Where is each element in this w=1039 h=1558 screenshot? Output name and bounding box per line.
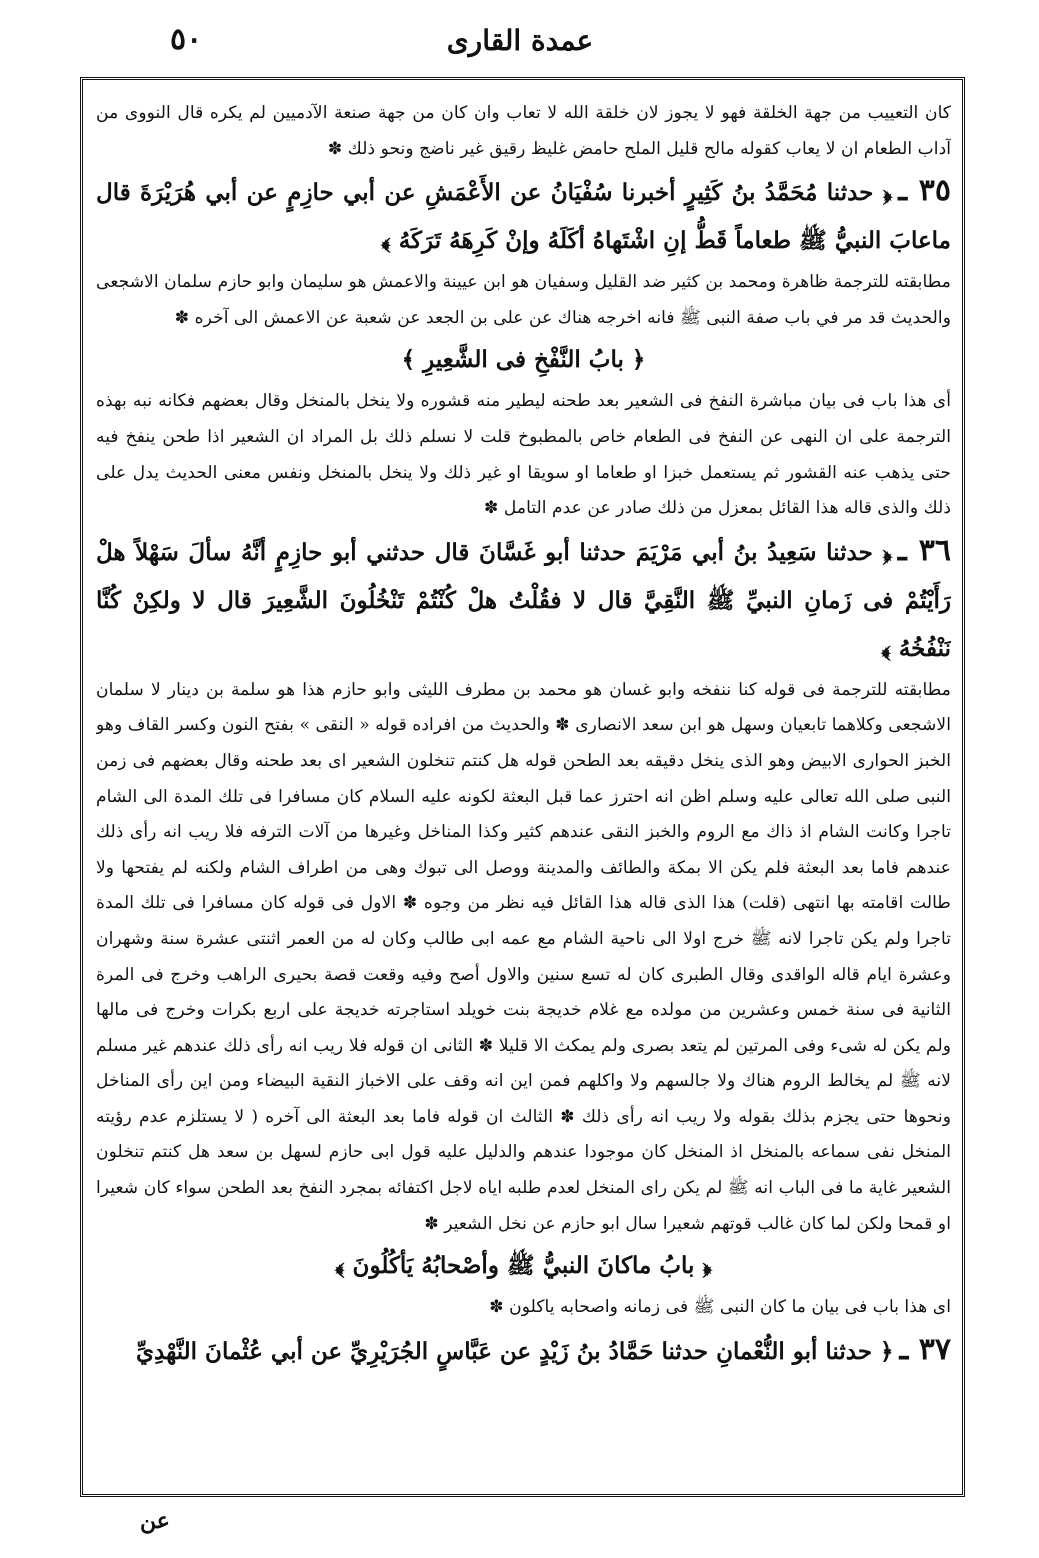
hadith-number: ٣٥ ـ [898, 173, 951, 209]
catchword: عن [140, 1508, 170, 1534]
hadith-35 [96, 167, 951, 265]
hadith-text: ﴿ حدثنا أبو النُّعْمانِ حدثنا حَمَّادُ بنُ زَيْدٍ عن عَبَّاسٍ الجُرَيْرِيِّ عن أبي عُثْمانَ النَّهْدِيِّ [136, 1337, 894, 1365]
hadith-number: ٣٧ ـ [899, 1331, 951, 1367]
commentary-paragraph: اى هذا باب فى بيان ما كان النبى ﷺ فى زمانه واصحابه ياكلون ✽ [489, 1297, 951, 1318]
running-title: عمدة القاری [446, 24, 594, 57]
commentary-paragraph: أى هذا باب فى بيان مباشرة النفخ فى الشعير بعد طحنه ليطير منه قشوره ولا ينخل بالمنخل وقال بعضهم فكانه نبه بهذه الترجمة على ان النهى عن النفخ فى الطعام خاص بالمطبوخ قلت لا نسلم ذلك بل المراد ان الشعير اذا طحن ينفخ فيه حتى يذهب عنه القشور ثم يستعمل خبزا او طعاما او سويقا او غير ذلك ولا ينخل بالمنخل ونفس معنى الحديث يدل على ذلك والذى قاله هذا القائل بمعزل من ذلك صادر عن عدم التامل ✽ [96, 391, 951, 519]
hadith-37 [96, 1326, 951, 1376]
hadith-number: ٣٦ ـ [897, 532, 951, 568]
hadith-text: ﴿ حدثنا مُحَمَّدُ بنُ كَثِيرٍ أخبرنا سُفْيَانُ عن الأَعْمَشِ عن أبي حازِمٍ عن أبي هُرَيْرَةَ قال ماعابَ النبيُّ ﷺ طعاماً قَطُّ إنِ اشْتَهاهُ أكَلَهُ وإنْ كَرِهَهُ تَرَكَهُ ﴾ [96, 179, 951, 255]
hadith-36 [96, 527, 951, 673]
page-body [96, 96, 951, 1486]
chapter-heading-prophet-food: ﴿ بابُ ماكانَ النبيُّ ﷺ وأصْحابُهُ يَأكُلُونَ ﴾ [335, 1252, 712, 1280]
hadith-text: ﴿ حدثنا سَعِيدُ بنُ أبي مَرْيَمَ حدثنا أبو غَسَّانَ قال حدثني أبو حازِمٍ أنَّهُ سألَ سَهْلاً هلْ رَأَيْتُمْ فى زَمانِ النبيِّ ﷺ النَّقِيَّ قال لا فقُلْتُ هلْ كُنْتُمْ تَنْخُلُونَ الشَّعِيرَ قال لا ولكِنْ كُنَّا نَنْفُخُهُ ﴾ [96, 538, 951, 662]
commentary-paragraph: مطابقته للترجمة فى قوله كنا ننفخه وابو غسان هو محمد بن مطرف الليثى وابو حازم هذا هو سلمة بن دينار لا سلمان الاشجعى وكلاهما تابعيان وسهل هو ابن سعد الانصارى ✽ والحديث من افراده قوله « النقى » بفتح النون وكسر القاف وهو الخبز الحوارى الابيض وهو الذى ينخل دقيقه بعد الطحن قوله هل كنتم تنخلون الشعير اى بعد طحنه وقال بعضهم فى زمن النبى صلى الله تعالى عليه وسلم اظن انه احترز عما قبل البعثة لكونه عليه السلام كان مسافرا فى تلك المدة الى الشام تاجرا وكانت الشام اذ ذاك مع الروم والخبز النقى عندهم كثير وكذا المناخل وغيرها من آلات الترفه فلا ريب انه رأى ذلك عندهم فاما بعد البعثة فلم يكن الا بمكة والطائف والمدينة ووصل الى تبوك وهى من اطراف الشام ولكنه لم يفتحها ولا طالت اقامته بها انتهى (قلت) هذا الذى قاله هذا القائل فيه نظر من وجوه ✽ الاول فى قوله كان مسافرا فى تلك المدة تاجرا ولم يكن تاجرا لانه ﷺ خرج اولا الى ناحية الشام مع عمه ابى طالب وكان له من العمر اثنتى عشرة سنة وشهران وعشرة ايام قاله الواقدى وقال الطبرى كان له تسع سنين والاول أصح وفيه وقعت قصة بحيرى الراهب وخرج فى المرة الثانية فى سنة خمس وعشرين من مولده مع غلام خديجة بنت خويلد استاجرته خديجة على اربع بكرات وخرج فى مالها ولم يكن له شىء وفى المرتين لم يتعد بصرى ولم يمكث الا قليلا ✽ الثانى ان قوله فلا ريب انه رأى ذلك عندهم غير مسلم لانه ﷺ لم يخالط الروم هناك ولا جالسهم ولا واكلهم فمن اين انه وقف على الاخباز النقية البيضاء ومن اين رأى المناخل ونحوها حتى يجزم بذلك بقوله ولا ريب انه رأى ذلك ✽ الثالث ان قوله فاما بعد البعثة الى آخره ( لا يستلزم عدم رؤيته المنخل نفى سماعه بالمنخل اذ المنخل كان موجودا عندهم والدليل عليه قول ابى حازم لسهل بن سعد هل كنتم تنخلون الشعير غاية ما فى الباب انه ﷺ لم يكن راى المنخل لعدم طلبه اياه لاجل اكتفائه بمجرد النفخ بعد الطحن سواء كان شعيرا او قمحا ولكن لما كان غالب قوتهم شعيرا سال ابو حازم عن نخل الشعير ✽ [96, 679, 951, 1234]
page-header [80, 22, 960, 74]
commentary-paragraph: كان التعييب من جهة الخلقة فهو لا يجوز لان خلقة الله لا تعاب وان كان من جهة صنعة الآدميين لم يكره قال النووى من آداب الطعام ان لا يعاب كقوله مالح قليل الملح حامض غليظ رقيق غير ناضج ونحو ذلك ✽ [96, 103, 951, 159]
page-number: ٥٠ [170, 22, 203, 57]
chapter-heading-blowing-barley: ﴿ بابُ النَّفْخِ فى الشَّعِيرِ ﴾ [401, 346, 646, 374]
commentary-paragraph: مطابقته للترجمة ظاهرة ومحمد بن كثير ضد القليل وسفيان هو ابن عيينة والاعمش هو سليمان وابو حازم سلمان الاشجعى والحديث قد مر في باب صفة النبى ﷺ فانه اخرجه هناك عن على بن الجعد عن شعبة عن الاعمش الى آخره ✽ [96, 272, 951, 328]
